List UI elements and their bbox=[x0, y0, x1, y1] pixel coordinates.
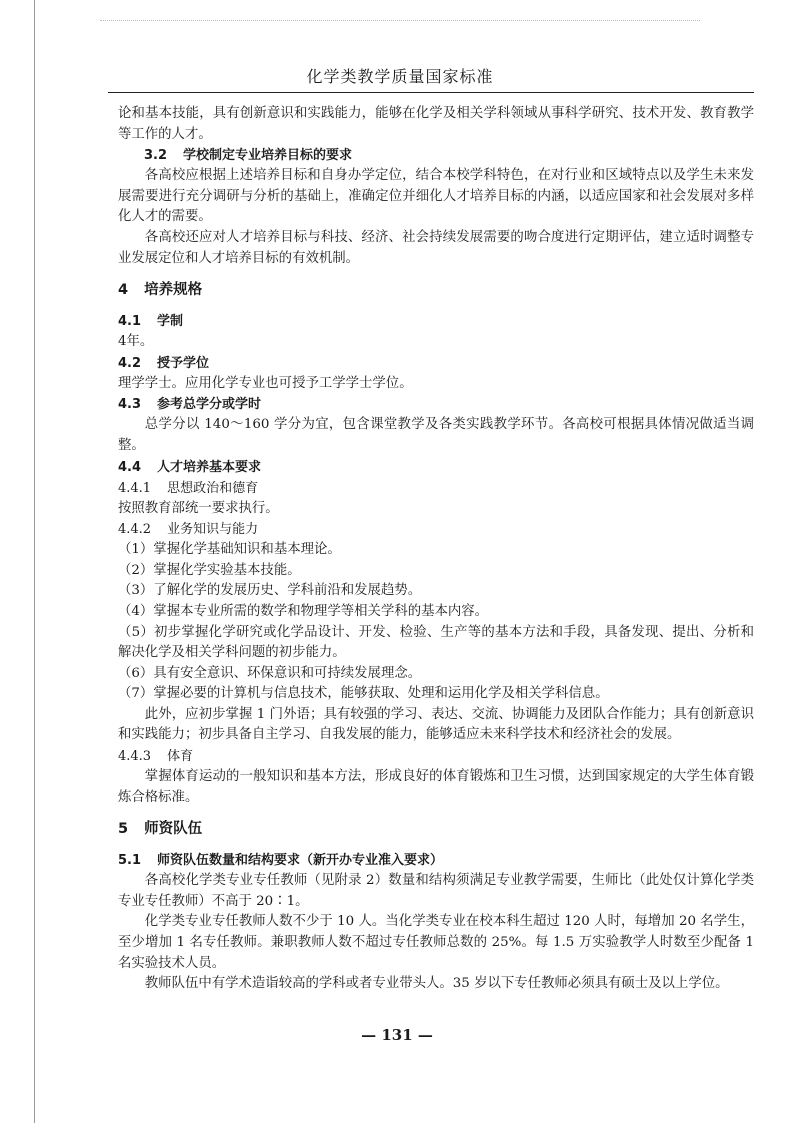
paragraph: 理学学士。应用化学专业也可授予工学学士学位。 bbox=[118, 375, 413, 391]
paragraph: 论和基本技能，具有创新意识和实践能力，能够在化学及相关学科领域从事科学研究、技术开发、教育教学等工作的人才。 bbox=[118, 106, 754, 142]
section-5-heading: 5 师资队伍 bbox=[118, 821, 203, 838]
section-4-1-heading: 4.1 学制 bbox=[118, 314, 184, 330]
paragraph: 掌握体育运动的一般知识和基本方法，形成良好的体育锻炼和卫生习惯，达到国家规定的大学生体育锻炼合格标准。 bbox=[118, 769, 754, 805]
section-3-2-heading: 3.2 学校制定专业培养目标的要求 bbox=[144, 148, 353, 164]
paragraph: 教师队伍中有学术造诣较高的学科或者专业带头人。35 岁以下专任教师必须具有硕士及以上学位。 bbox=[144, 976, 729, 992]
running-header: 化学类教学质量国家标准 bbox=[306, 67, 494, 86]
section-5-1-heading: 5.1 师资队伍数量和结构要求（新开办专业准入要求） bbox=[118, 853, 444, 869]
list-item: （3）了解化学的发展历史、学科前沿和发展趋势。 bbox=[118, 583, 422, 599]
section-4-4-2-heading: 4.4.2 业务知识与能力 bbox=[118, 522, 259, 538]
list-item: （1）掌握化学基础知识和基本理论。 bbox=[118, 542, 341, 558]
list-item: （2）掌握化学实验基本技能。 bbox=[118, 562, 301, 578]
paragraph: 各高校应根据上述培养目标和自身办学定位，结合本校学科特色，在对行业和区域特点以及学生未来发展需要进行充分调研与分析的基础上，准确定位并细化人才培养目标的内涵，以适应国家和社会发展对多样化人才的需要。 bbox=[118, 168, 754, 225]
paragraph: 总学分以 140～160 学分为宜，包含课堂教学及各类实践教学环节。各高校可根据具体情况做适当调整。 bbox=[118, 417, 754, 453]
scan-margin-line bbox=[34, 0, 35, 1123]
paragraph: 各高校化学类专业专任教师（见附录 2）数量和结构须满足专业教学需要，生师比（此处仅计算化学类专业专任教师）不高于 20∶1。 bbox=[118, 873, 754, 909]
section-4-4-1-heading: 4.4.1 思想政治和德育 bbox=[118, 480, 259, 496]
page-body bbox=[118, 104, 754, 995]
list-item: （7）掌握必要的计算机与信息技术，能够获取、处理和运用化学及相关学科信息。 bbox=[118, 686, 609, 702]
section-4-2-heading: 4.2 授予学位 bbox=[118, 355, 210, 371]
paragraph: 此外，应初步掌握 1 门外语；具有较强的学习、表达、交流、协调能力及团队合作能力；具有创新意识和实践能力；初步具备自主学习、自我发展的能力，能够适应未来科学技术和经济社会的发展。 bbox=[118, 706, 754, 743]
page-number: — 131 — bbox=[361, 1026, 433, 1044]
paragraph: 4年。 bbox=[118, 334, 154, 350]
paragraph: 化学类专业专任教师人数不少于 10 人。当化学类专业在校本科生超过 120 人时，每增加 20 名学生，至少增加 1 名专任教师。兼职教师人数不超过专任教师总数的 25%。每 1.5 万实验教学人时数至少配备 1 名实验技术人员。 bbox=[118, 914, 754, 971]
section-4-3-heading: 4.3 参考总学分或学时 bbox=[118, 397, 262, 413]
list-item: （4）掌握本专业所需的数学和物理学等相关学科的基本内容。 bbox=[118, 603, 489, 619]
paragraph: 各高校还应对人才培养目标与科技、经济、社会持续发展需要的吻合度进行定期评估，建立适时调整专业发展定位和人才培养目标的有效机制。 bbox=[118, 229, 754, 266]
header-rule bbox=[108, 92, 754, 93]
section-4-4-3-heading: 4.4.3 体育 bbox=[118, 749, 194, 765]
paragraph: 按照教育部统一要求执行。 bbox=[118, 500, 279, 516]
list-item: （6）具有安全意识、环保意识和可持续发展理念。 bbox=[118, 665, 422, 681]
section-4-4-heading: 4.4 人才培养基本要求 bbox=[118, 459, 262, 475]
section-4-heading: 4 培养规格 bbox=[118, 282, 203, 299]
list-item: （5）初步掌握化学研究或化学品设计、开发、检验、生产等的基本方法和手段，具备发现、提出、分析和解决化学及相关学科问题的初步能力。 bbox=[118, 624, 754, 661]
scan-artifact bbox=[100, 20, 700, 23]
